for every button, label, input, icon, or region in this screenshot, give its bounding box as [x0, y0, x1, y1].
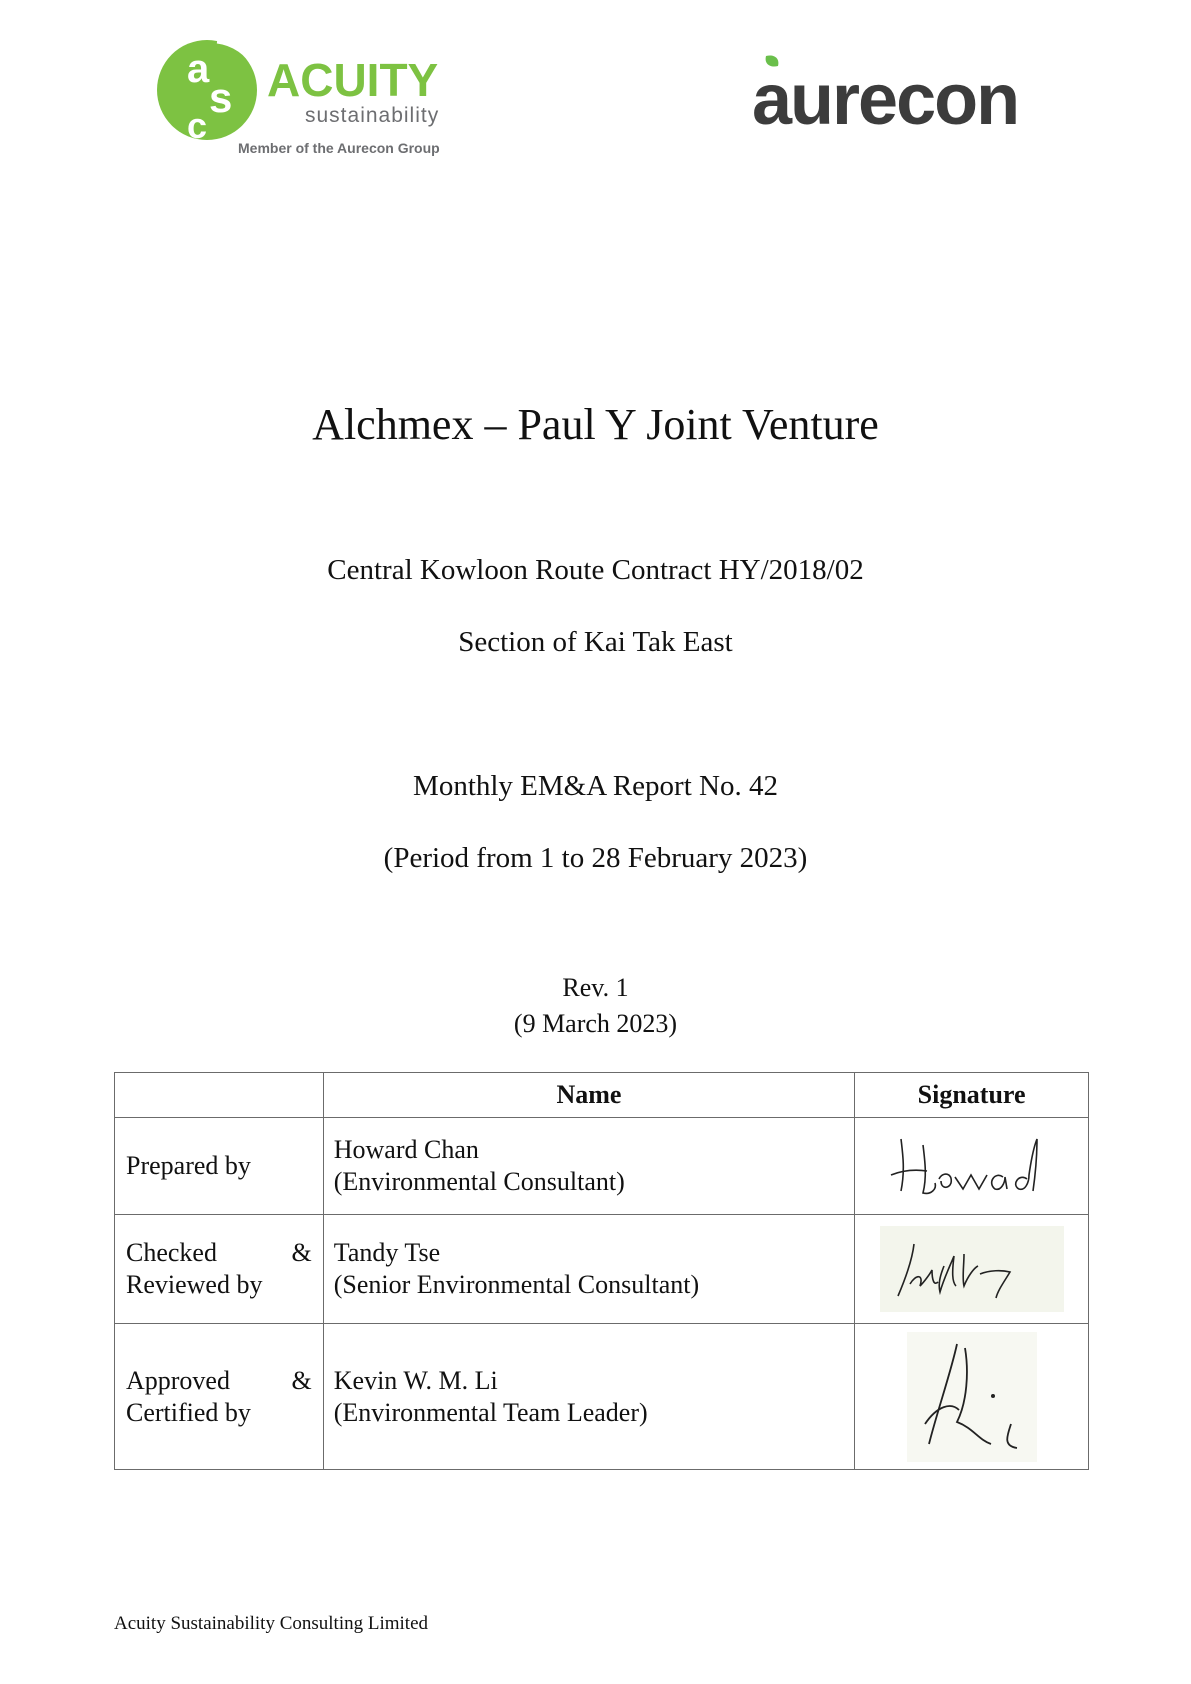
- signature-header: Signature: [855, 1073, 1089, 1118]
- signature-kevin-li: [907, 1332, 1037, 1462]
- role-amp-approved: &: [291, 1365, 312, 1395]
- role-word-reviewed: Reviewed by: [126, 1270, 263, 1299]
- revision-date: (9 March 2023): [513, 1009, 678, 1038]
- signature-cell-prepared: [855, 1118, 1089, 1215]
- signoff-table: [114, 1072, 1089, 1470]
- signer-title-approved: (Environmental Team Leader): [333, 1397, 648, 1427]
- aurecon-logo: [752, 52, 1072, 132]
- role-cell-checked: [115, 1215, 324, 1324]
- role-word-certified: Certified by: [126, 1397, 251, 1427]
- name-header: Name: [323, 1073, 854, 1118]
- signoff-row-approved: [115, 1324, 1089, 1470]
- role-line-approved: [126, 1365, 312, 1397]
- acuity-monogram-c: c: [187, 105, 208, 146]
- report-period: (Period from 1 to 28 February 2023): [383, 842, 808, 874]
- signature-cell-checked: [855, 1215, 1089, 1324]
- acuity-monogram-s: s: [209, 74, 233, 121]
- signer-title-checked: (Senior Environmental Consultant): [333, 1270, 700, 1299]
- acuity-member-text: Member of the Aurecon Group: [238, 140, 440, 156]
- role-word-checked: Checked: [126, 1238, 217, 1267]
- role-header: [115, 1073, 324, 1118]
- signature-howard-chan: [887, 1131, 1057, 1201]
- role-label-prepared: Prepared by: [126, 1151, 251, 1180]
- aurecon-logo-graphic: [752, 52, 1072, 132]
- aurecon-brand-text: aurecon: [752, 60, 1019, 132]
- signoff-header-row: [115, 1073, 1089, 1118]
- signer-title-prepared: (Environmental Consultant): [333, 1167, 625, 1196]
- section-title: Section of Kai Tak East: [458, 626, 733, 658]
- signoff-row-checked: [115, 1215, 1089, 1324]
- name-cell-approved: [323, 1324, 854, 1470]
- acuity-brand-text: ACUITY: [267, 54, 439, 106]
- signer-name-checked: Tandy Tse: [333, 1238, 441, 1267]
- name-cell-prepared: [323, 1118, 854, 1215]
- signer-name-prepared: Howard Chan: [333, 1135, 479, 1164]
- acuity-tagline-text: sustainability: [305, 104, 440, 127]
- client-title: Alchmex – Paul Y Joint Venture: [312, 400, 879, 449]
- revision-label: Rev. 1: [562, 973, 629, 1002]
- signer-name-approved: Kevin W. M. Li: [333, 1365, 498, 1395]
- footer-company: Acuity Sustainability Consulting Limited: [114, 1613, 429, 1634]
- role-word-approved: Approved: [126, 1365, 230, 1395]
- role-amp-checked: &: [291, 1238, 312, 1267]
- role-line-checked: [126, 1237, 312, 1269]
- name-cell-checked: [323, 1215, 854, 1324]
- contract-title: Central Kowloon Route Contract HY/2018/02: [327, 554, 864, 586]
- signature-tandy-tse: [880, 1226, 1064, 1312]
- report-title: Monthly EM&A Report No. 42: [413, 770, 778, 802]
- acuity-logo-graphic: [157, 38, 457, 158]
- role-cell-approved: [115, 1324, 324, 1470]
- acuity-monogram-a: a: [187, 47, 210, 91]
- signoff-row-prepared: [115, 1118, 1089, 1215]
- role-cell-prepared: [115, 1118, 324, 1215]
- acuity-logo: [157, 38, 457, 158]
- signature-cell-approved: [855, 1324, 1089, 1470]
